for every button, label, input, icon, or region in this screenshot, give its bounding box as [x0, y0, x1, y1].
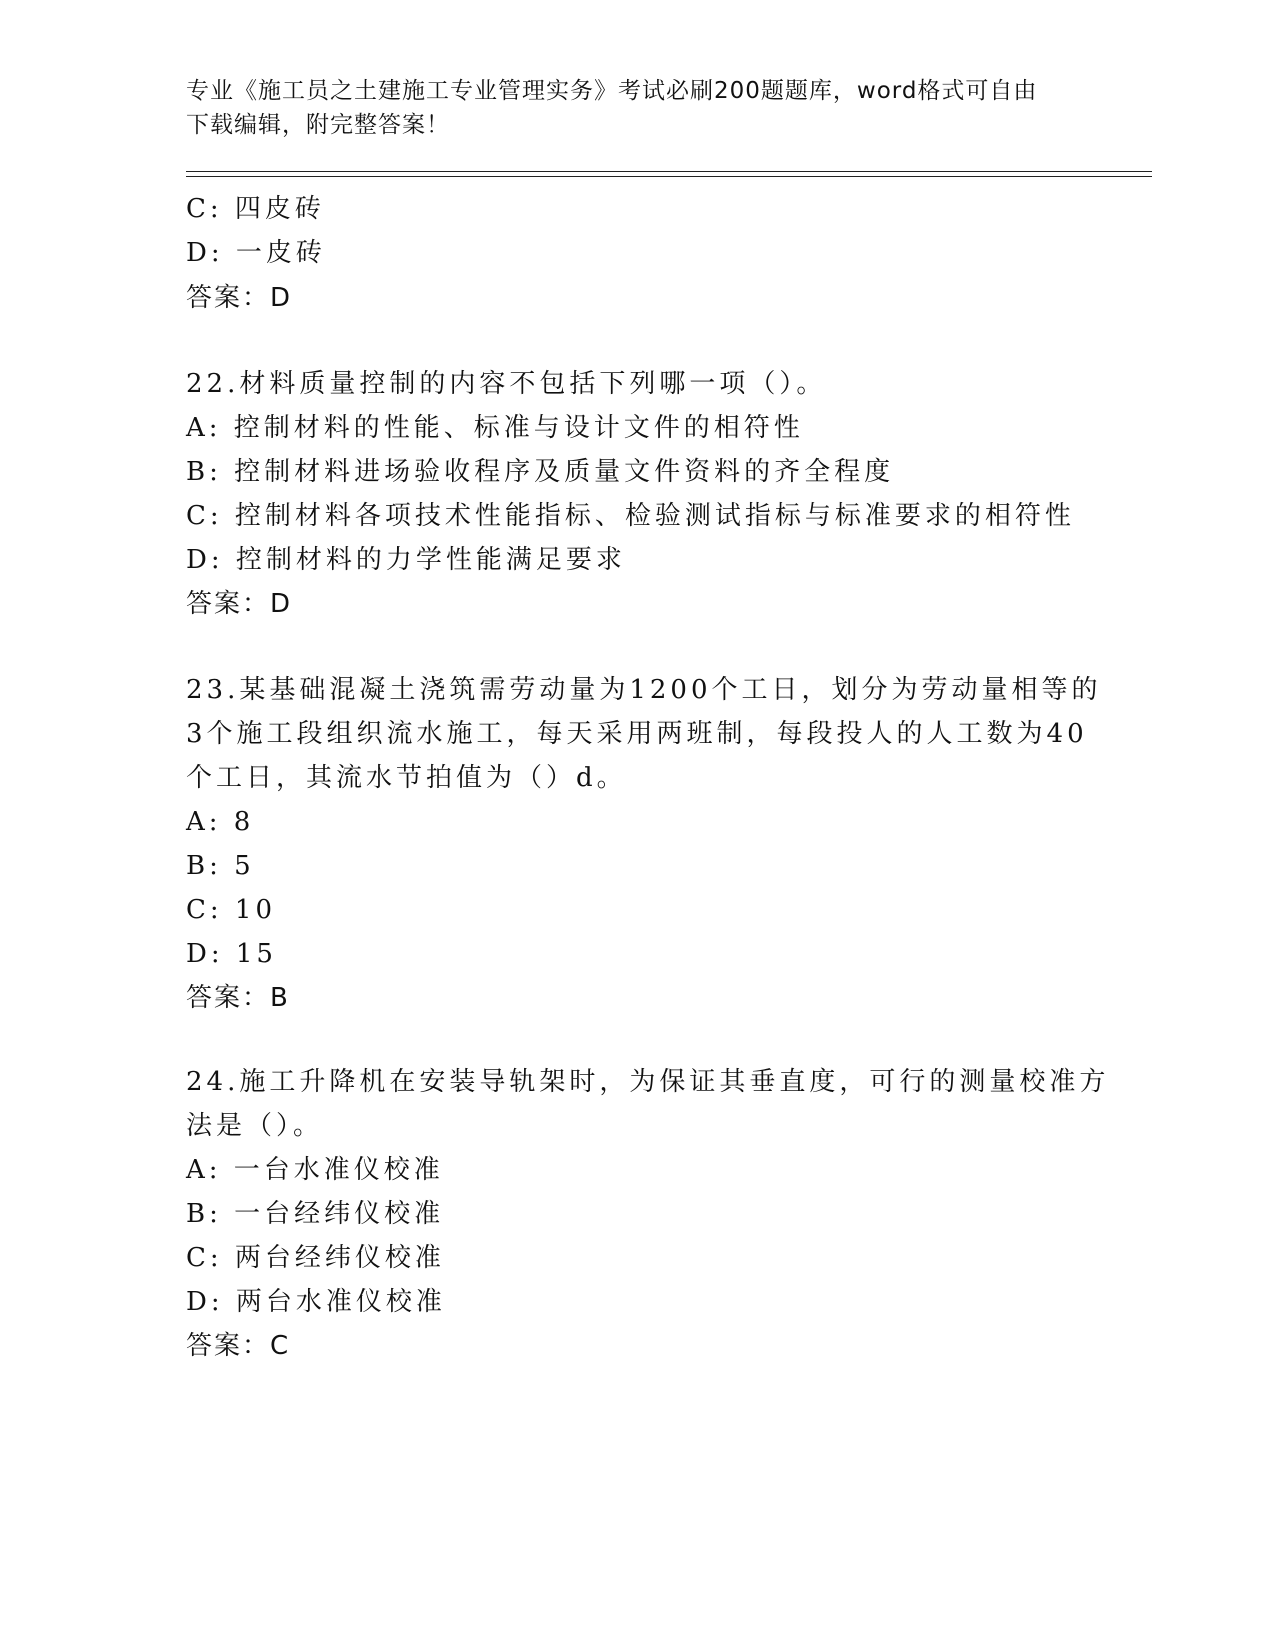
q24-option-c: C: 两台经纬仪校准: [186, 1243, 445, 1273]
q23-option-a: A: 8: [186, 807, 255, 837]
header-rule-bottom: [186, 176, 1152, 177]
q24-option-d: D: 两台水准仪校准: [186, 1287, 446, 1317]
header-rule-top: [186, 171, 1152, 172]
q21-option-d: D: 一皮砖: [186, 238, 326, 268]
q23-option-b: B: 5: [186, 851, 255, 881]
q23-stem-line-1: 23.某基础混凝土浇筑需劳动量为1200个工日，划分为劳动量相等的: [186, 675, 1102, 705]
q22-stem: 22.材料质量控制的内容不包括下列哪一项（）。: [186, 369, 827, 399]
q22-option-c: C: 控制材料各项技术性能指标、检验测试指标与标准要求的相符性: [186, 501, 1075, 531]
q23-stem-line-2: 3个施工段组织流水施工，每天采用两班制，每段投人的人工数为40: [186, 719, 1088, 749]
q21-option-c: C: 四皮砖: [186, 194, 325, 224]
document-header: [186, 74, 1066, 142]
q24-option-a: A: 一台水准仪校准: [186, 1155, 444, 1185]
q22-answer: 答案：D: [186, 589, 293, 619]
q23-answer: 答案：B: [186, 983, 290, 1013]
q22-option-b: B: 控制材料进场验收程序及质量文件资料的齐全程度: [186, 457, 895, 487]
header-line-2: 下载编辑，附完整答案！: [186, 112, 450, 138]
q22-option-d: D: 控制材料的力学性能满足要求: [186, 545, 626, 575]
q21-answer: 答案：D: [186, 283, 293, 313]
q24-option-b: B: 一台经纬仪校准: [186, 1199, 445, 1229]
q24-stem-line-2: 法是（）。: [186, 1111, 324, 1141]
q23-option-c: C: 10: [186, 895, 277, 925]
q24-answer: 答案：C: [186, 1331, 291, 1361]
q24-stem-line-1: 24.施工升降机在安装导轨架时，为保证其垂直度，可行的测量校准方: [186, 1067, 1110, 1097]
q23-stem-line-3: 个工日，其流水节拍值为（）d。: [186, 763, 627, 793]
header-line-1: 专业《施工员之土建施工专业管理实务》考试必刷200题题库，word格式可自由: [186, 78, 1038, 104]
q23-option-d: D: 15: [186, 939, 277, 969]
q22-option-a: A: 控制材料的性能、标准与设计文件的相符性: [186, 413, 804, 443]
